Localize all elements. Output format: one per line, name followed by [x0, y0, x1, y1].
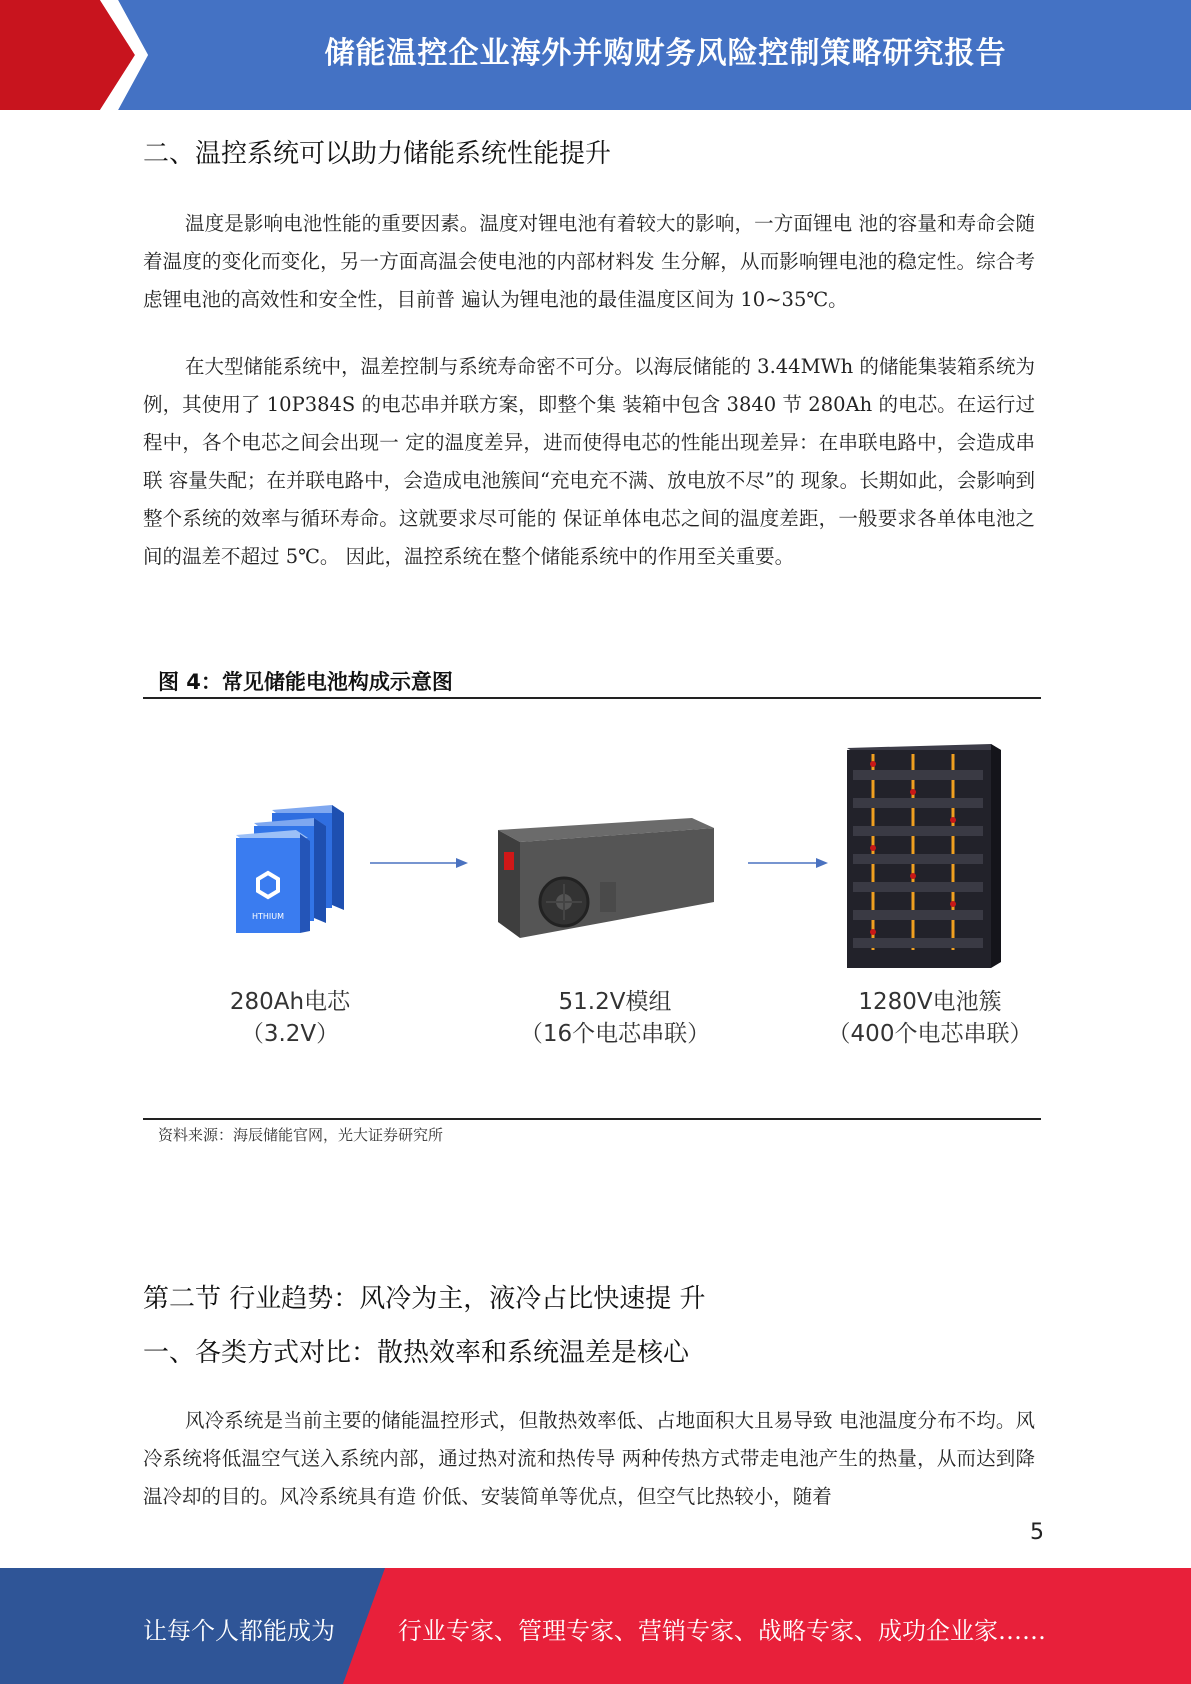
figure-caption-cell — [190, 986, 390, 1050]
arrow-right-icon — [370, 855, 470, 871]
battery-cluster-image — [843, 740, 1005, 972]
paragraph: 在大型储能系统中，温差控制与系统寿命密不可分。以海辰储能的 3.44MWh 的储能集装箱系统为例，其使用了 10P384S 的电芯串并联方案，即整个集 装箱中包含 3840 节 280Ah 的电芯。在运行过程中，各个电芯之间会出现一 定的温度差异，进而使得电芯的性能出现差异：在串联电路中，会造成串联 容量失配；在并联电路中，会造成电池簇间“充电充不满、放电放不尽”的 现象。长期如此，会影响到整个系统的效率与循环寿命。这就要求尽可能的 保证单体电芯之间的温度差距，一般要求各单体电池之间的温差不超过 5℃。 因此，温控系统在整个储能系统中的作用至关重要。 — [143, 355, 1035, 568]
arrow-right-icon — [748, 855, 830, 871]
footer-slogan-right: 行业专家、管理专家、营销专家、战略专家、成功企业家…… — [398, 1617, 1046, 1645]
cell-brand-label: HTHIUM — [251, 912, 285, 921]
figure-top-rule — [143, 697, 1041, 699]
report-title: 储能温控企业海外并购财务风险控制策略研究报告 — [324, 36, 1007, 71]
caption-line: 1280V电池簇 — [858, 989, 1002, 1015]
footer-slogan-left: 让每个人都能成为 — [143, 1617, 335, 1645]
figure-title: 图 4：常见储能电池构成示意图 — [158, 670, 453, 694]
page-number: 5 — [1030, 1520, 1044, 1545]
caption-line: （400个电芯串联） — [827, 1021, 1033, 1047]
figure-caption-module — [495, 986, 735, 1050]
section-heading: 一、各类方式对比：散热效率和系统温差是核心 — [143, 1338, 690, 1368]
caption-line: （16个电芯串联） — [519, 1021, 711, 1047]
figure-bottom-rule — [143, 1118, 1041, 1120]
battery-module-image — [492, 812, 717, 942]
paragraph: 风冷系统是当前主要的储能温控形式，但散热效率低、占地面积大且易导致 电池温度分布不均。风冷系统将低温空气送入系统内部，通过热对流和热传导 两种传热方式带走电池产生的热量，从而达到降温冷却的目的。风冷系统具有造 价低、安装简单等优点，但空气比热较小，随着 — [143, 1409, 1035, 1508]
figure-caption-cluster — [815, 986, 1045, 1050]
caption-line: 280Ah电芯 — [229, 989, 351, 1015]
footer-banner — [0, 1568, 1191, 1684]
caption-line: 51.2V模组 — [558, 989, 672, 1015]
battery-cell-image — [232, 805, 357, 935]
figure-source: 资料来源：海辰储能官网，光大证券研究所 — [158, 1126, 444, 1144]
caption-line: （3.2V） — [240, 1021, 340, 1047]
section-heading: 二、温控系统可以助力储能系统性能提升 — [143, 139, 612, 169]
paragraph: 温度是影响电池性能的重要因素。温度对锂电池有着较大的影响，一方面锂电 池的容量和寿命会随着温度的变化而变化，另一方面高温会使电池的内部材料发 生分解，从而影响锂电池的稳定性。综合考虑锂电池的高效性和安全性，目前普 遍认为锂电池的最佳温度区间为 10~35℃。 — [143, 212, 1035, 311]
header-banner — [0, 0, 1191, 110]
section-heading: 第二节 行业趋势：风冷为主，液冷占比快速提 升 — [143, 1284, 706, 1314]
